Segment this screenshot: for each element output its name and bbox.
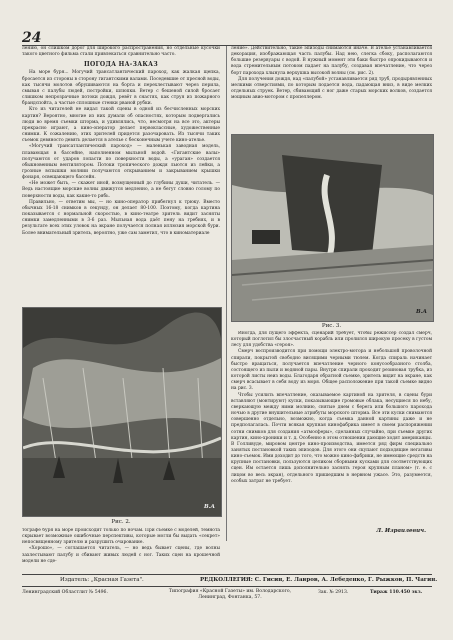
page-number: 24 [22,30,42,46]
right-paragraph: Иногда, для пущего эффекта, сценарий требует, чтобы режиссер создал смерч, который поглотил бы злосчастный корабль или пролился широкую просеку в густом лесу для удобства «героя». [231,331,432,349]
left-column-bottom [22,528,220,568]
figure-2-signature: В.А [203,504,215,510]
footer-printing-house: Типография «Красной Газеты» им. Володарского, Ленинград, Фонтанка, 57. [168,589,292,600]
right-column-top [231,46,432,132]
left-bottom-paragraph: «Хорошо», — соглашается читатель, — но ведь бывает сцены, где волны захлестывают палубу и сбивают живых людей с ног. Таких сцен на крошечной модели не сде- [22,546,220,564]
column-divider [226,46,227,541]
left-paragraph: «Не может быть, — скажет иной, возмущенный до глубины души, читатель. — Ведь настоящие морские волны движутся медленно, а не бегут словно голому по поверхности воды, как какие-то рябь. [22,181,220,199]
footer-order-number: Зак. № 2913. [318,590,349,595]
footer-editorial-board: РЕДКОЛЛЕГИЯ: С. Гисин, Е. Лавров, А. Лебеденко, Г. Рыжков, П. Чагин. [200,577,438,583]
waterspout-illustration [232,135,433,321]
left-paragraph: Правильно, — ответим мы, — но кино-оператор прибегнул к трюку. Вместо обычных 16-18 снимков в секунду, он делает 80-100. Поэтому, когда картина показывается с нормальной скоростью, в кино-театре зритель видит засняты снимки замедленными в 3-6 раз. Мыльная вода даёт пену на гребнях, и в результате всех этих уловок на экране получается полная иллюзия морской бури. Более внимательный зритель, вероятно, уже сам заметил, что в киноматериале [22,199,220,236]
figure-3-caption: Рис. 3. [321,323,342,329]
figure-2-illustration [22,307,222,517]
right-paragraph: Чтобы усилить впечатление, оказываемое картиной на зрителя, в сцены бури вставляют (монтируют) куски, показывающие громовые облака, несущиеся по небу, сверкающую между ними молнию, снятые днем с берега или большого парохода ночью в другие внушительные атрибуты морского шторма. Все эти куски снимаются совершенно отдельно, возможно, когда съемка данной картины даже и не предполагалась. Почти всякая крупная кинофабрика имеет в своем распоряжении сотни снимков для создания «атмосферы», сделанных случайно, при съемке других картин, кино-хроники и т. д. Особенно в этом отношении дающие ходят американцы. В Голливуде, мировом центре кино-производства, имеется ряд фирм специально занятых постановкой таких эпизодов. Для этого они скупают подходящие негативы кино-съемок. Ими доходит до того, что можно кино-фабрики, не имеющие средств на крупные постановки, пользуются целиком сборными кусками для соответствующих сцен. Им остается лишь дополнительно заснять героя крупным планом» (т. е. с лицом во весь экран), отдельного пришедшим в нервном ужасе. Это, разумеется, особых затрат не требует. [231,392,432,484]
left-paragraph: Кто из читателей не видал такой сцены в одной из бесчисленных морских картин? Вероятно, многие из них думали об опасностях, которым подвергались люди во время съемки шторма, и удивлялись, что, несмотря на все это, актеры прекрасно играют, а кино-оператор делает первоклассные, художественные снимки. К сожалению, этих зрителей придется разочаровать. Из тысячи таких съемок девяносто девять делается в ателье с бесконечным учете кино-ателье. [22,107,220,144]
footer-censorship: Ленинградский Областлит № 5496. [22,590,108,595]
right-paragraph: Для получения дождя, над «палубой» устанавливается ряд труб, продырявленных мелкими отверстиями, по которым подается вода, падающая вниз, в виде мелких отдельных струек. Ветер, сбивающий с ног даже старых морских волков, создается мощным авио-мотором с пропеллером. [231,76,432,101]
footer-print-run: Тираж 110.450 экз. [370,590,423,595]
right-column-bottom [231,331,432,523]
right-intro-paragraph: ление». Действительно, такие эпизоды снимаются иначе. В ателье устанавливается декорация, изображающая часть палубы. Над нею, слегка сбоку, располагаются большие резервуары с водой. В нужный момент эти баки быстро опрокидываются и вода стремительным потоком падает на палубу, создавая впечатление, что через борт парохода хлынула верхушка высокой волны (см. рис. 2). [231,46,432,76]
footer-rule-mid [22,586,432,587]
storm-deck-illustration [23,308,221,516]
article-heading: ПОГОДА НА-ЗАКАЗ [83,61,158,69]
figure-3-illustration [231,134,434,322]
footer-publisher: Издатель: „Красная Газета". [60,577,144,583]
right-paragraph: Смерч воспроизводится при помощи электро-мотора и небольшой проволочной спирали, покрытой свободно висящими черными тюлем. Когда спираль начинает быстро вращаться, получается впечатление черного конусообразного столба, состоящего из пыли и водяной пары. Внутри спирали проходит резиновая трубка, из которой листы неиз воды. Благодаря обратной съемке, зритель видит на экране, как смерч всасывает в себя воду из моря. Общее расположение при такой съемке видно на рис. 3. [231,349,432,392]
left-column [22,46,220,306]
figure-2-caption: Рис. 2. [111,519,131,525]
left-bottom-paragraph: тографе буря на море происходит только по ночам. При съемке с моделей, темнота скрывает возможные ошибочные перспективы, которые могли бы выдать «секрет» непосвященному зрителю и разрушить очарование. [22,528,220,546]
left-paragraph: На море буря... Могучий трансатлантический пароход, как жалкая щепка, бросается из стороны в сторону гигантскими валами. Поседевшие от пресной воды, как тысячи молотов обрушиваются на борта и перехлестывают через перила, смывая с палубы людей, постройки, шлюпки. Ветер с бешеной силой бросает слишком непрозрачные потоки дождя, ревёт в снастях, как струя из пожарного брандспойта, а частые сплошные стенки рваной рубки. [22,70,220,107]
left-intro-paragraph: лению, он слишком дорог для широкого распространения, но отдельные кусочки такого цветного фильма стали привлекаться сравнительно часто. [22,46,220,58]
figure-3-signature: В.А [415,309,427,315]
author-signature: Л. Израилевич. [376,528,426,534]
footer-rule-top [22,574,432,575]
left-paragraph: «Могучий трансатлантический пароход» — маленькая заводная модель, плавающая в бассейне, наполненном мыльной водой. «Гигантские валы» получаются от ударов лопасти по поверхности воды, а «ураган» создается обыкновенным вентилятором. Потоки тропического дождя льются из лейки, а грозные вспышки молнии получаются открыванием и закрыванием крышки фонаря, освещающего бассейн. [22,144,220,181]
